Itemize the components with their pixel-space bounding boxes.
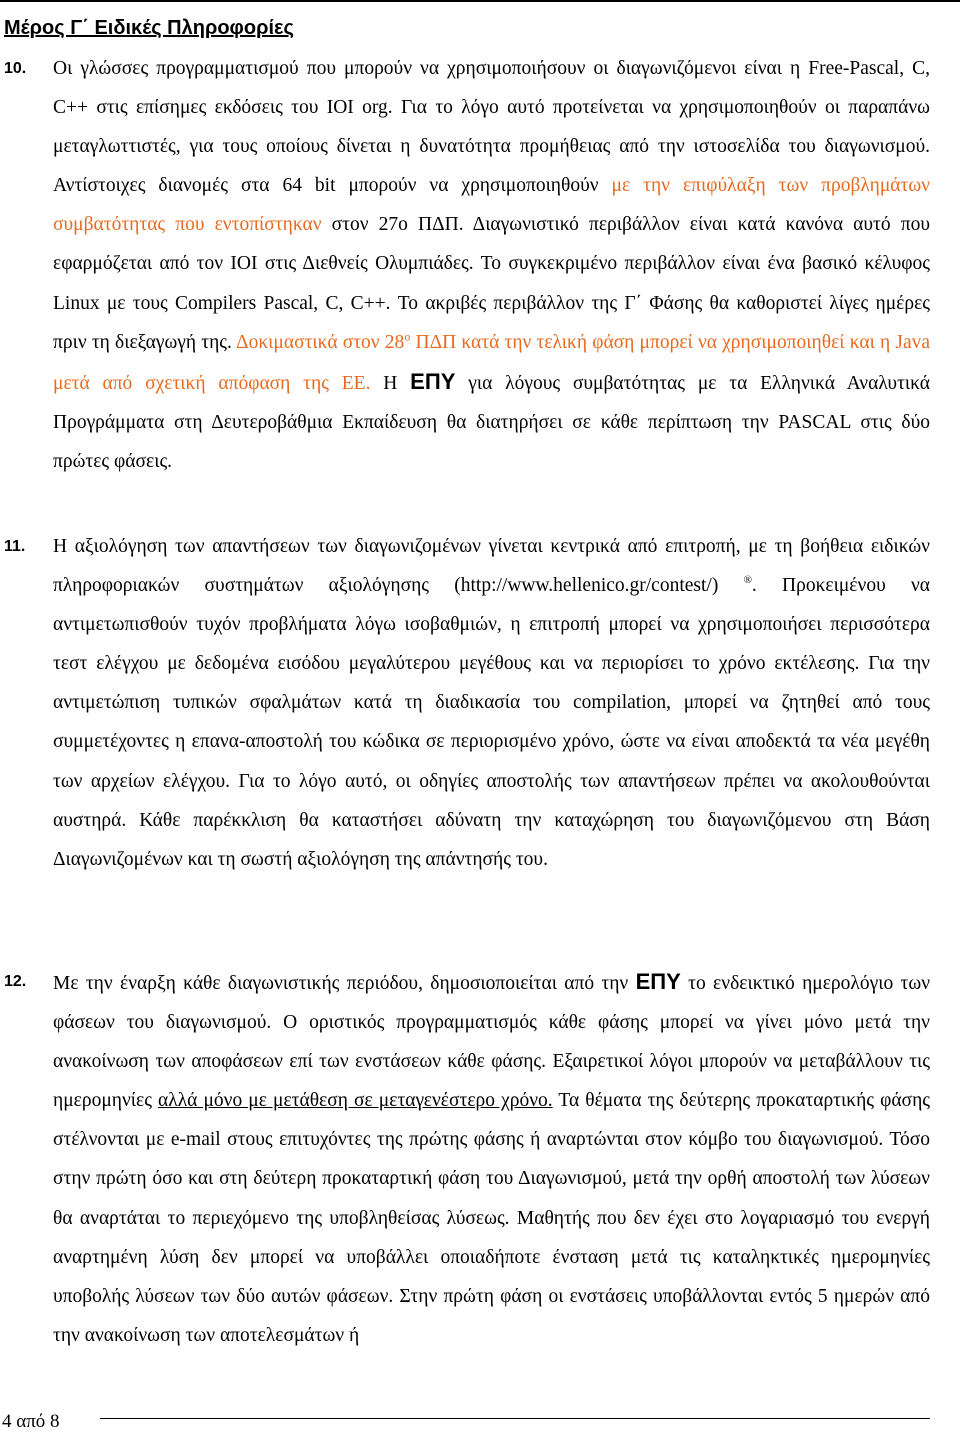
- page-number: 4 από 8: [2, 1411, 60, 1432]
- item-12-text: Με την έναρξη κάθε διαγωνιστικής περιόδου, δημοσιοποιείται από την ΕΠΥ το ενδεικτικό ημερολόγιο των φάσεων του διαγωνισμού. Ο οριστικός προγραμματισμός κάθε φάσης μπορεί να γίνει μόνο μετά την ανακοίνωση των αποφάσεων επί των ενστάσεων κάθε φάσης. Εξαιρετικοί λόγοι μπορούν να μεταβάλλουν τις ημερομηνίες αλλά μόνο με μετάθεση σε μεταγενέστερο χρόνο. Τα θέματα της δεύτερης προκαταρτικής φάσης στέλνονται με e-mail στους επιτυχόντες της πρώτης φάσης ή αναρτώνται στον κόμβο του διαγωνισμού. Τόσο στην πρώτη όσο και στη δεύτερη προκαταρτική φάση του Διαγωνισμού, μετά την ορθή αποστολή των λύσεων θα αναρτάται το περιεχόμενο της υποβληθείσας λύσεως. Μαθητής που δεν έχει στο λογαριασμό του ενεργή αναρτημένη λύση δεν μπορεί να υποβάλλει οποιαδήποτε ένσταση μετά τις καταληκτικές ημερομηνίες υποβολής λύσεων των δύο αυτών φάσεων. Στην πρώτη φάση οι ενστάσεις υποβάλλονται εντός 5 ημερών από την ανακοίνωση των αποτελεσμάτων ή: [53, 969, 931, 1346]
- footer-rule: [100, 1418, 930, 1419]
- registered-mark: ®: [743, 574, 752, 587]
- section-title: Μέρος Γ΄ Ειδικές Πληροφορίες: [4, 17, 294, 39]
- item-number: 11.: [4, 538, 26, 555]
- red-text: με την επιφύλαξη των προβλημάτων συμβατότητας που εντοπίστηκαν: [53, 175, 931, 236]
- underlined-text: αλλά μόνο με μετάθεση σε μεταγενέστερο χρόνο.: [158, 1090, 553, 1112]
- item-11: [0, 527, 930, 879]
- item-12: [0, 962, 930, 1355]
- item-11-text: Η αξιολόγηση των απαντήσεων των διαγωνιζομένων γίνεται κεντρικά από επιτροπή, με τη βοήθεια ειδικών πληροφοριακών συστημάτων αξιολόγησης (http://www.hellenico.gr/contest/) ®. Προκειμένου να αντιμετωπισθούν τυχόν προβλήματα λόγω ισοβαθμιών, η επιτροπή μπορεί να χρησιμοποιήσει περισσότερα τεστ ελέγχου με δεδομένα εισόδου μεγαλύτερου μεγέθους και να περιορίσει το χρόνο εκτέλεσης. Για την αντιμετώπιση τυπικών σφαλμάτων κατά τη διαδικασία του compilation, μπορεί να ζητηθεί από τους συμμετέχοντες η επανα-αποστολή του κώδικα σε περιορισμένο χρόνο, ώστε να είναι αποδεκτά τα νέα μεγέθη των αρχείων ελέγχου. Για το λόγο αυτό, οι οδηγίες αποστολής των απαντήσεων πρέπει να ακολουθούνται αυστηρά. Κάθε παρέκκλιση θα καταστήσει αδύνατη την καταχώρηση του διαγωνιζόμενου στη Βάση Διαγωνιζομένων και τη σωστή αξιολόγηση της απάντησής του.: [53, 536, 930, 870]
- item-number: 10.: [4, 60, 27, 77]
- item-10: [0, 49, 930, 481]
- item-10-text: Οι γλώσσες προγραμματισμού που μπορούν να χρησιμοποιήσουν οι διαγωνιζόμενοι είναι η Free-Pascal, C, C++ στις επίσημες εκδόσεις του IOI org. Για το λόγο αυτό προτείνεται να χρησιμοποιηθούν οι παραπάνω μεταγλωττιστές, για τους οποίους δίνεται η δυνατότητα προμήθειας από την ιστοσελίδα του διαγωνισμού. Αντίστοιχες διανομές στα 64 bit μπορούν να χρησιμοποιηθούν με την επιφύλαξη των προβλημάτων συμβατότητας που εντοπίστηκαν στον 27ο ΠΔΠ. Διαγωνιστικό περιβάλλον είναι κατά κανόνα αυτό που εφαρμόζεται από τον IOI στις Διεθνείς Ολυμπιάδες. Το συγκεκριμένο περιβάλλον είναι ένα βασικό κέλυφος Linux με τους Compilers Pascal, C, C++. Το ακριβές περιβάλλον της Γ΄ Φάσης θα καθοριστεί λίγες ημέρες πριν τη διεξαγωγή της. Δοκιμαστικά στον $28^o$ ΠΔΠ κατά την τελική φάση μπορεί να χρησιμοποιηθεί και η Java μετά από σχετική απόφαση της ΕΕ. Η ΕΠΥ για λόγους συμβατότητας με τα Ελληνικά Αναλυτικά Προγράμματα στη Δευτεροβάθμια Εκπαίδευση θα διατηρήσει σε κάθε περίπτωση την PASCAL στις δύο πρώτες φάσεις.: [53, 58, 931, 472]
- top-rule: [0, 0, 960, 2]
- epy-label: ΕΠΥ: [410, 368, 456, 394]
- epy-label: ΕΠΥ: [635, 969, 681, 994]
- item-number: 12.: [4, 973, 27, 990]
- red-text: Δοκιμαστικά στον $28^o$ ΠΔΠ κατά την τελική φάση μπορεί να χρησιμοποιηθεί και η Java μετά από σχετική απόφαση της ΕΕ.: [53, 329, 931, 394]
